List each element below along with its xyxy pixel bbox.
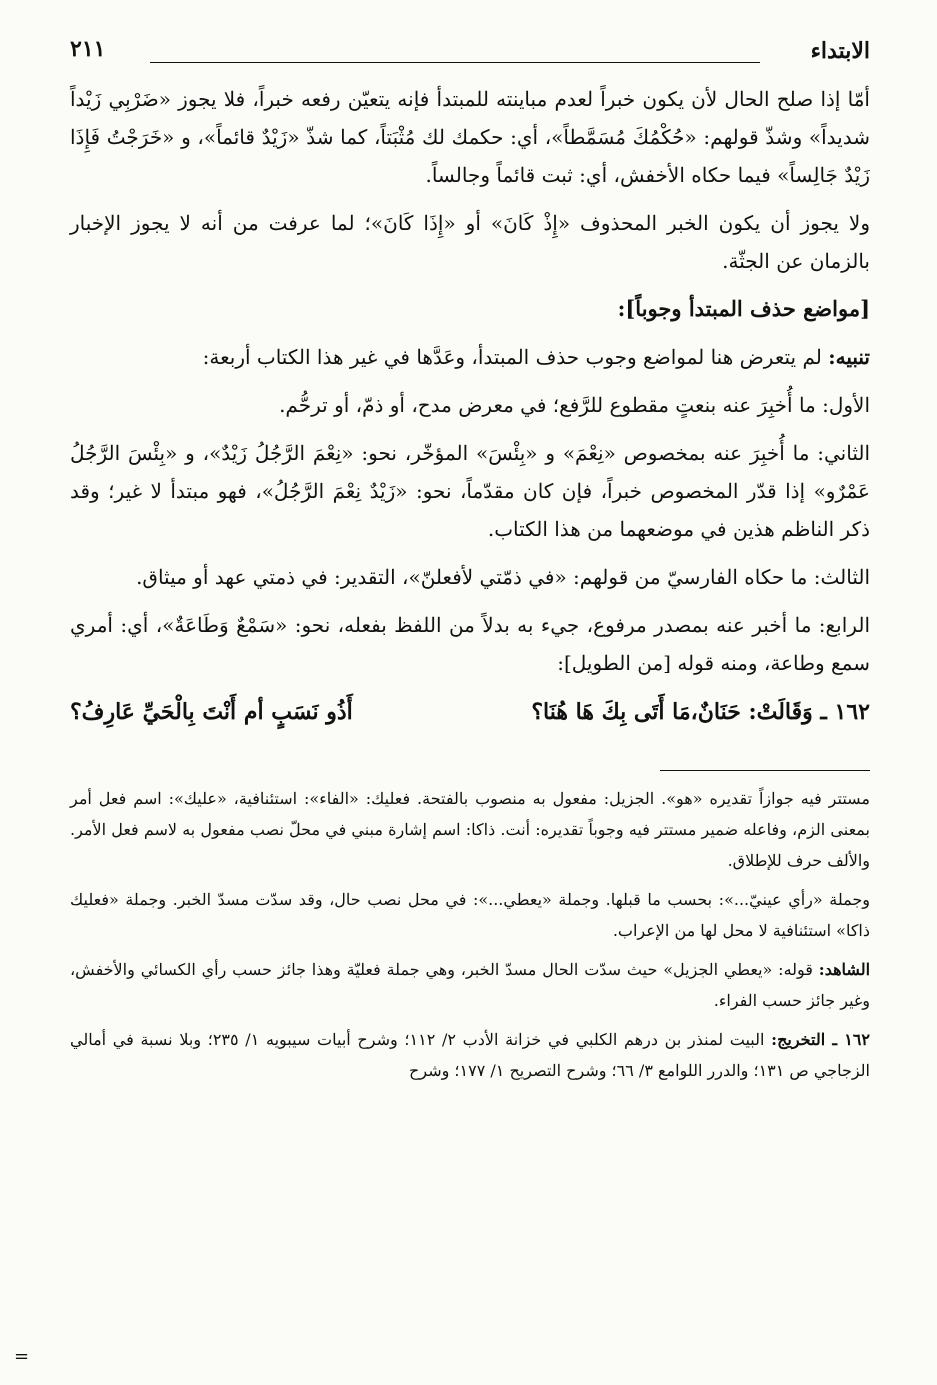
footnote-4-text: البيت لمنذر بن درهم الكلبي في خزانة الأدب ٢/ ١١٢؛ وشرح أبيات سيبويه ١/ ٢٣٥؛ وبلا نسبة في أمالي الزجاجي ص ١٣١؛ والدرر اللوامع ٣/ ٦٦؛ وشرح التصريح ١/ ١٧٧؛ وشرح [70,1030,870,1080]
verse-first-hemistich: ١٦٢ ـ وَقَالَتْ: حَنَانٌ،مَا أَتَى بِكَ هَا هُنَا؟ [531,699,870,725]
case-first: الأول: ما أُخبِرَ عنه بنعتٍ مقطوع للرَّفع؛ في معرض مدح، أو ذمّ، أو ترحُّم. [279,393,870,417]
footnote-2: وجملة «رأي عينيّ...»: بحسب ما قبلها. وجملة «يعطي...»: في محل نصب حال، وقد سدّت مسدّ الخبر. وجملة «فعليك ذاكا» استئنافية لا محل لها من الإعراب. [70,890,870,940]
paragraph-2: ولا يجوز أن يكون الخبر المحذوف «إِذْ كَانَ» أو «إِذَا كَانَ»؛ لما عرفت من أنه لا يجوز الإخبار بالزمان عن الجثّة. [70,211,870,273]
footnote-rule [660,770,870,771]
footnote-1: مستتر فيه جوازاً تقديره «هو». الجزيل: مفعول به منصوب بالفتحة. فعليك: «الفاء»: استئنافية، «عليك»: اسم فعل أمر بمعنى الزم، وفاعله ضمير مستتر فيه وجوباً تقديره: أنت. ذاكا: اسم إشارة مبني في محلّ نصب مفعول به لاسم فعل الأمر. والألف حرف للإطلاق. [70,789,870,870]
page-header [70,36,870,80]
continuation-mark: = [14,1346,30,1367]
verse-162 [70,692,870,732]
case-second: الثاني: ما أُخبِرَ عنه بمخصوص «نِعْمَ» و «بِئْسَ» المؤخّر، نحو: «نِعْمَ الرَّجُلُ زَيْدٌ»، و «بِئْسَ الرَّجُلُ عَمْرٌو» إذا قدّر المخصوص خبراً، فإن كان مقدّماً، نحو: «زَيْدٌ نِعْمَ الرَّجُلُ»، فهو مبتدأ لا غير؛ وقد ذكر الناظم هذين في موضعهما من هذا الكتاب. [70,441,870,541]
tanbih-text: لم يتعرض هنا لمواضع وجوب حذف المبتدأ، وعَدَّها في غير هذا الكتاب أربعة: [202,345,829,369]
footnote-3-label: الشاهد: [818,960,871,979]
case-third: الثالث: ما حكاه الفارسيّ من قولهم: «في ذمّتي لأفعلنّ»، التقدير: في ذمتي عهد أو ميثاق. [136,565,870,589]
case-fourth: الرابع: ما أخبر عنه بمصدر مرفوع، جيء به بدلاً من اللفظ بفعله، نحو: «سَمْعٌ وَطَاعَةٌ»، أي: أمري سمع وطاعة، ومنه قوله [من الطويل]: [70,613,870,675]
footnote-3-text: قوله: «يعطي الجزيل» حيث سدّت الحال مسدّ الخبر، وهي جملة فعليّة وهذا جائز حسب رأي الكسائي والأخفش، وغير جائز حسب الفراء. [70,960,870,1010]
paragraph-1: أمّا إذا صلح الحال لأن يكون خبراً لعدم مباينته للمبتدأ فإنه يتعيّن رفعه خبراً، فلا يجوز «ضَرْبِي زَيْداً شديداً» وشذّ قولهم: «حُكْمُكَ مُسَمَّطاً»، أي: حكمك لك مُثْبَتاً، كما شذّ «زَيْدٌ قائماً»، و «خَرَجْتُ فَإِذَا زَيْدٌ جَالِساً» فيما حكاه الأخفش، أي: ثبت قائماً وجالساً. [70,87,870,187]
footnote-4-label: ١٦٢ ـ التخريج: [771,1030,870,1049]
tanbih-paragraph [70,338,870,376]
section-heading: [مواضع حذف المبتدأ وجوباً]: [617,296,870,321]
verse-second-hemistich: أَذُو نَسَبٍ أم أَنْتَ بِالْحَيِّ عَارِفُ؟ [70,699,353,725]
page-number: ٢١١ [70,36,106,62]
footnote-4 [70,1024,870,1086]
running-title: الابتداء [810,38,870,64]
tanbih-label: تنبيه: [828,345,870,369]
header-rule [150,62,760,63]
footnote-3 [70,954,870,1016]
page [70,36,870,1094]
